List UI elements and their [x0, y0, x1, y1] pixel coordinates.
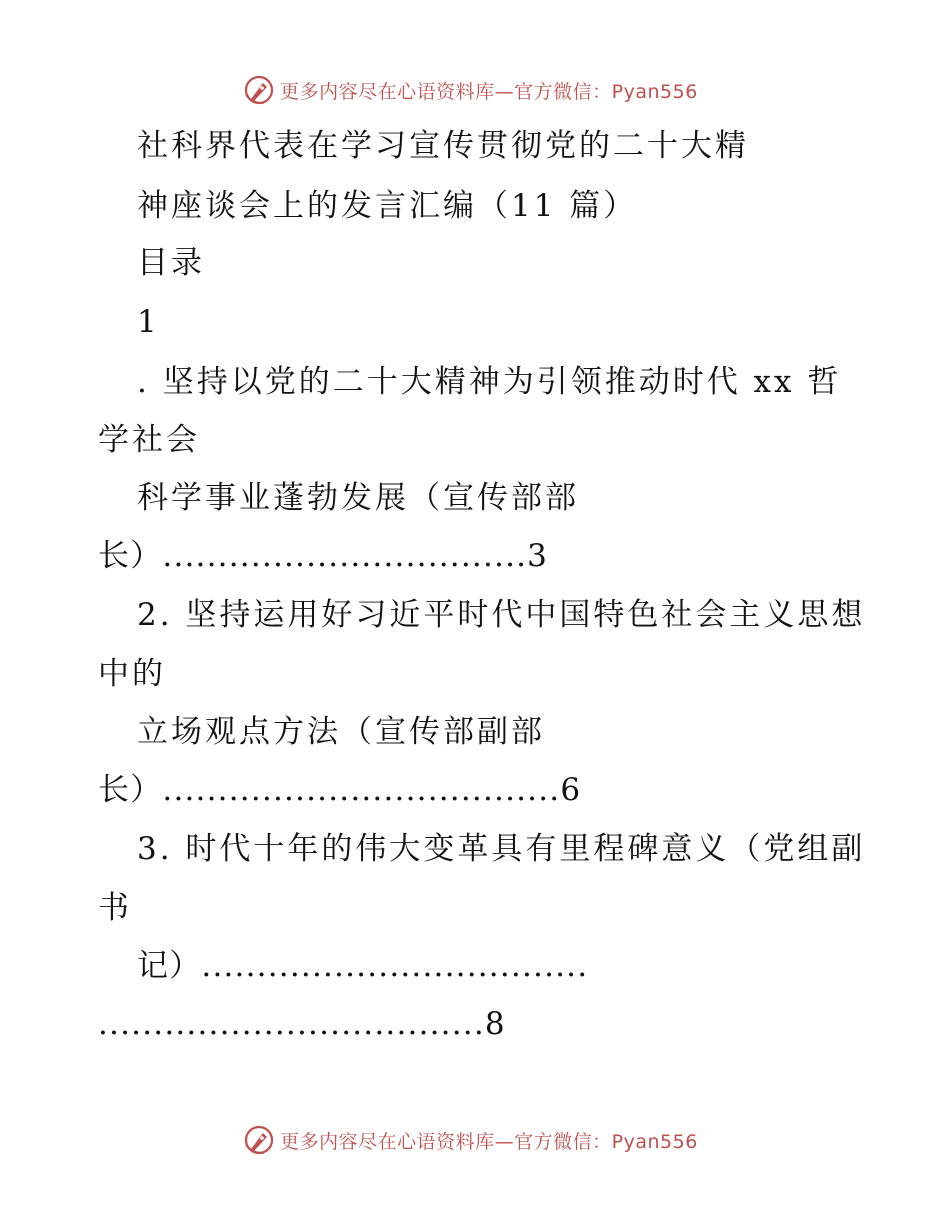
toc-entry-3-line-4: ...................................8 — [98, 1006, 506, 1042]
watermark-content — [242, 1123, 698, 1157]
toc-entry-3-line-2: 书 — [98, 890, 132, 926]
toc-entry-1-line-2: 学社会 — [98, 422, 200, 458]
toc-entry-2-line-4: 长）....................................6 — [98, 772, 582, 808]
toc-entry-2-line-2: 中的 — [98, 656, 166, 692]
toc-item-number: 1 — [137, 304, 160, 340]
watermark-content — [242, 73, 698, 107]
toc-entry-2-line-1: 2. 坚持运用好习近平时代中国特色社会主义思想 — [137, 597, 866, 633]
watermark-banner-bottom — [0, 1120, 950, 1160]
toc-entry-3-line-1: 3. 时代十年的伟大变革具有里程碑意义（党组副 — [137, 831, 866, 867]
toc-heading: 目录 — [137, 245, 205, 281]
toc-entry-3-line-3: 记）................................... — [137, 948, 589, 984]
pen-nib-logo-icon — [242, 1123, 276, 1157]
watermark-text: 更多内容尽在心语资料库—官方微信：Pyan556 — [280, 80, 698, 103]
toc-entry-1-line-1: . 坚持以党的二十大精神为引领推动时代 xx 哲 — [137, 364, 842, 400]
watermark-banner-top — [0, 70, 950, 110]
toc-entry-1-line-3: 科学事业蓬勃发展（宣传部部 — [137, 480, 579, 516]
document-title-line-2: 神座谈会上的发言汇编（11 篇） — [137, 188, 638, 224]
watermark-text: 更多内容尽在心语资料库—官方微信：Pyan556 — [280, 1130, 698, 1153]
pen-nib-logo-icon — [242, 73, 276, 107]
document-title-line-1: 社科界代表在学习宣传贯彻党的二十大精 — [137, 128, 749, 164]
toc-entry-2-line-3: 立场观点方法（宣传部副部 — [137, 714, 545, 750]
toc-entry-1-line-4: 长）.................................3 — [98, 538, 549, 574]
